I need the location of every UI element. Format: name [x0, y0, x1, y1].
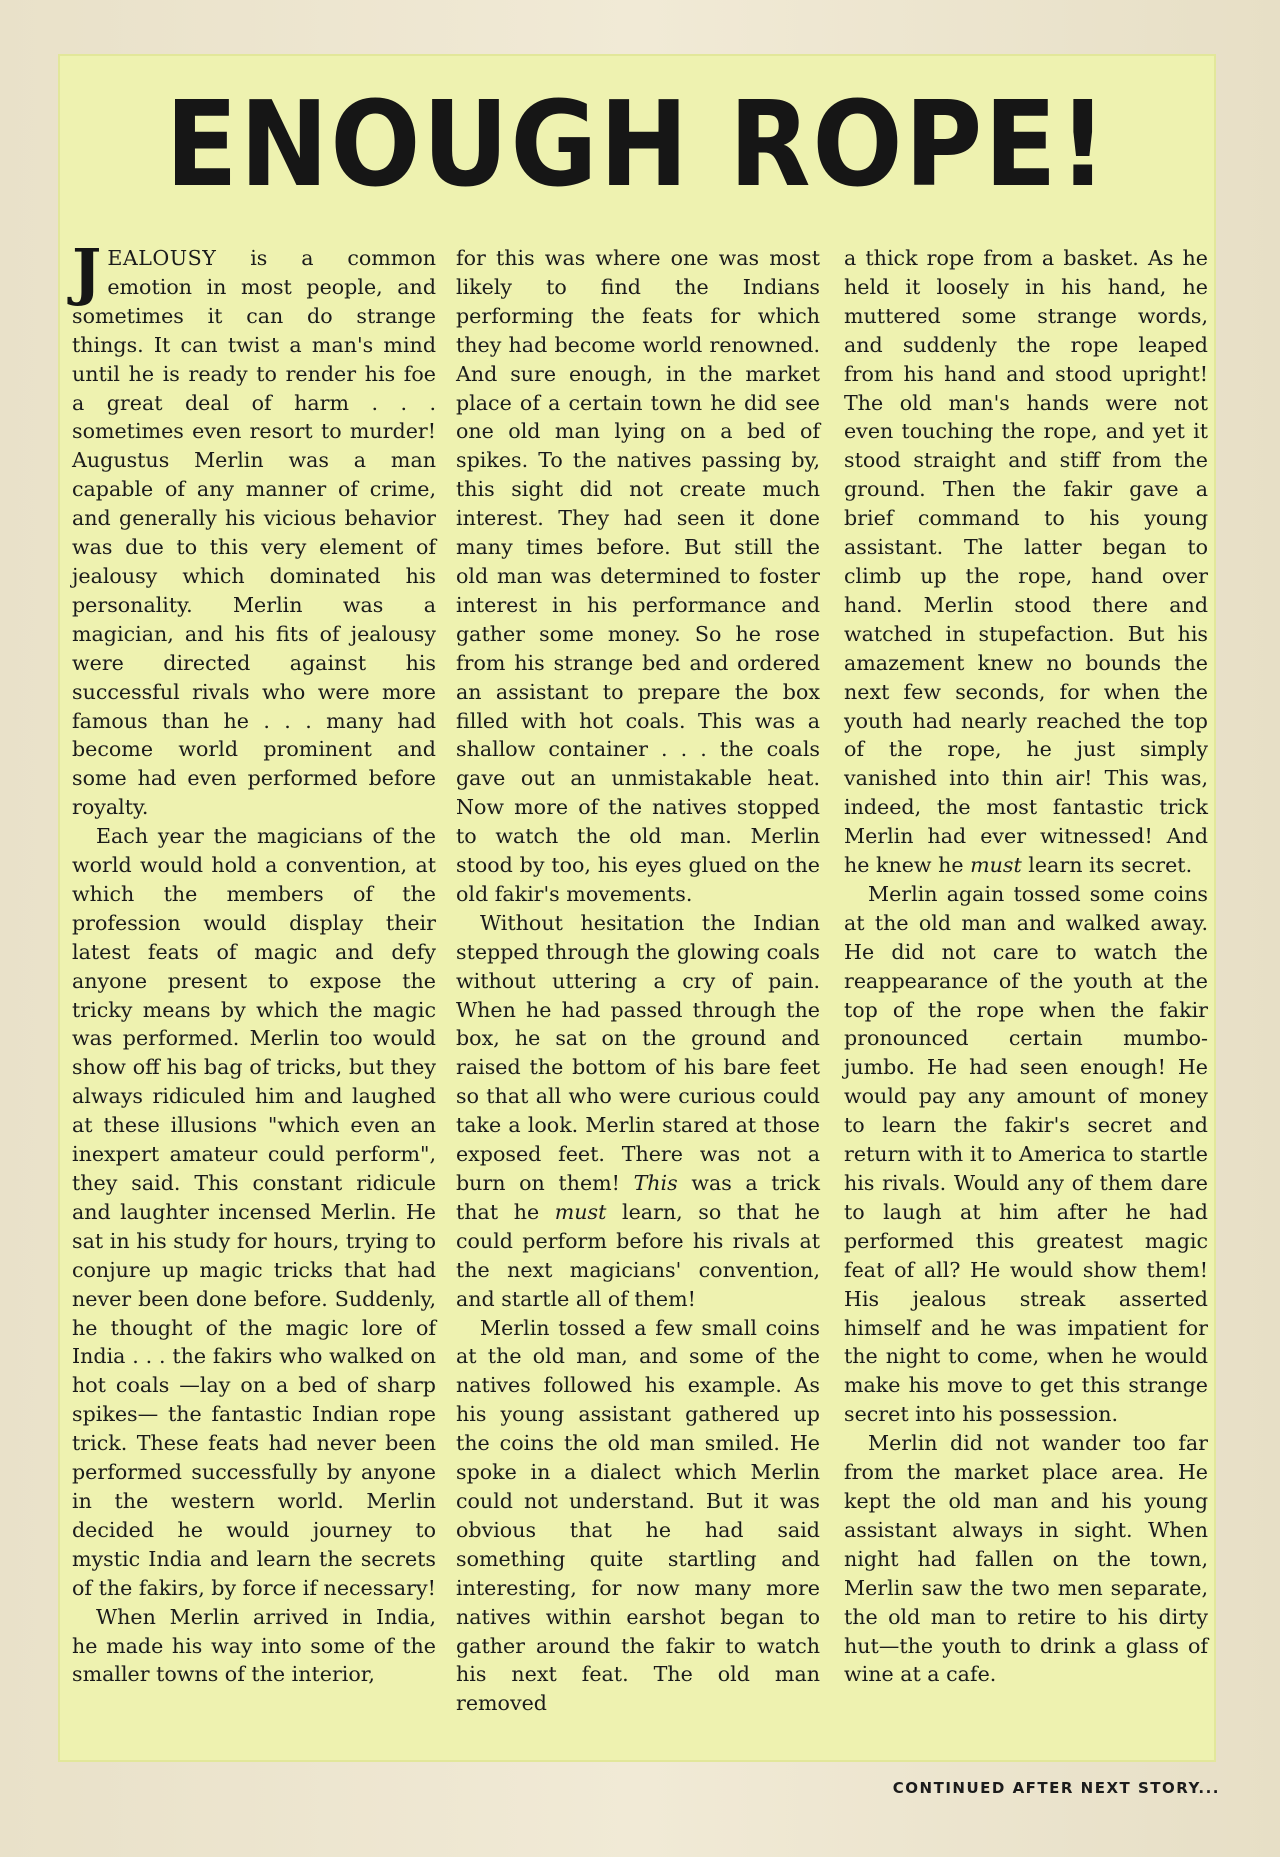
drop-cap: J: [72, 235, 102, 308]
paragraph-text: is a common emotion in most people, and sometimes it can do strange things. It can twist a man's mind until he is ready to render his foe a great deal of harm . . . sometimes even resort to murder! Augustus Merlin was a man capable of any manner of crime, and generally his vicious behavior was due to this very element of jealousy which dominated his personality. Merlin was a magician, and his fits of jealousy were directed against his successful rivals who were more famous than he . . . many had become world prominent and some had even performed before royalty.: [72, 246, 436, 820]
paragraph: [844, 244, 1208, 880]
paragraph-text: a thick rope from a basket. As he held it loosely in his hand, he muttered some strange words, and suddenly the rope leaped from his hand and stood upright! The old man's hands were not even touching the rope, and yet it stood straight and stiff from the ground. Then the fakir gave a brief command to his young assistant. The latter began to climb up the rope, hand over hand. Merlin stood there and watched in stupefaction. But his amazement knew no bounds the next few seconds, for when the youth had nearly reached the top of the rope, he just simply vanished into thin air! This was, indeed, the most fantastic trick Merlin had ever witnessed! And he knew he: [844, 246, 1208, 878]
paragraph-text: was a trick that he: [456, 1171, 820, 1224]
emphasis-text: This: [633, 1171, 678, 1195]
paragraph: [456, 909, 820, 1314]
emphasis-text: must: [970, 853, 1022, 878]
story-title: ENOUGH ROPE!: [165, 75, 1109, 213]
paragraph: Merlin again tossed some coins at the old man and walked away. He did not care to watch the reappearance of the youth at the top of the rope when the fakir pronounced certain mumbo-jumbo. He had seen enough! He would pay any amount of money to learn the fakir's secret and return with it to America to startle his rivals. Would any of them dare to laugh at him after he had performed this greatest magic feat of all? He would show them! His jealous streak asserted himself and he was impatient for the night to come, when he would make his move to get this strange secret into his possession.: [844, 881, 1208, 1427]
paragraph: When Merlin arrived in India, he made his way into some of the smaller towns of the interior,: [72, 1604, 436, 1687]
paragraph-text: learn, so that he could perform before his rivals at the next magicians' convention, and startle all of them!: [456, 1199, 820, 1311]
opening-word: EALOUSY: [107, 246, 217, 270]
paragraph: Merlin tossed a few small coins at the old man, and some of the natives followed his example. As his young assistant gathered up the coins the old man smiled. He spoke in a dialect which Merlin could not understand. But it was obvious that he had said something quite startling and interesting, for now many more natives within earshot began to gather around the fakir to watch his next feat. The old man removed: [456, 1315, 820, 1716]
text-column-3: [844, 244, 1208, 1689]
paragraph-text: Without hesitation the Indian stepped through the glowing coals without uttering a cry of pain. When he had passed through the box, he sat on the ground and raised the bottom of his bare feet so that all who were curious could take a look. Merlin stared at those exposed feet. There was not a burn on them!: [456, 910, 820, 1195]
continued-note: CONTINUED AFTER NEXT STORY...: [892, 1779, 1220, 1797]
paragraph: Each year the magicians of the world would hold a convention, at which the members of the profession would display their latest feats of magic and defy anyone present to expose the tricky means by which the magic was performed. Merlin too would show off his bag of tricks, but they always ridiculed him and laughed at these illusions "which even an inexpert amateur could perform", they said. This constant ridicule and laughter incensed Merlin. He sat in his study for hours, trying to conjure up magic tricks that had never been done before. Suddenly, he thought of the magic lore of India . . . the fakirs who walked on hot coals —lay on a bed of sharp spikes— the fantastic Indian rope trick. These feats had never been performed successfully by anyone in the western world. Merlin decided he would journey to mystic India and learn the secrets of the fakirs, by force if necessary!: [72, 824, 436, 1600]
paragraph-text: learn its secret.: [1021, 853, 1193, 878]
text-column-2: [456, 244, 820, 1718]
paragraph: for this was where one was most likely to find the Indians performing the feats for which they had become world renowned. And sure enough, in the market place of a certain town he did see one old man lying on a bed of spikes. To the natives passing by, this sight did not create much interest. They had seen it done many times before. But still the old man was determined to foster interest in his performance and gather some money. So he rose from his strange bed and ordered an assistant to prepare the box filled with hot coals. This was a shallow container . . . the coals gave out an unmistakable heat. Now more of the natives stopped to watch the old man. Merlin stood by too, his eyes glued on the old fakir's movements.: [456, 246, 820, 906]
emphasis-text: must: [554, 1199, 607, 1224]
paragraph: Merlin did not wander too far from the market place area. He kept the old man and his young assistant always in sight. When night had fallen on the town, Merlin saw the two men separate, the old man to retire to his dirty hut—the youth to drink a glass of wine at a cafe.: [844, 1431, 1208, 1687]
paragraph: [72, 235, 436, 822]
text-column-1: [72, 235, 436, 1689]
